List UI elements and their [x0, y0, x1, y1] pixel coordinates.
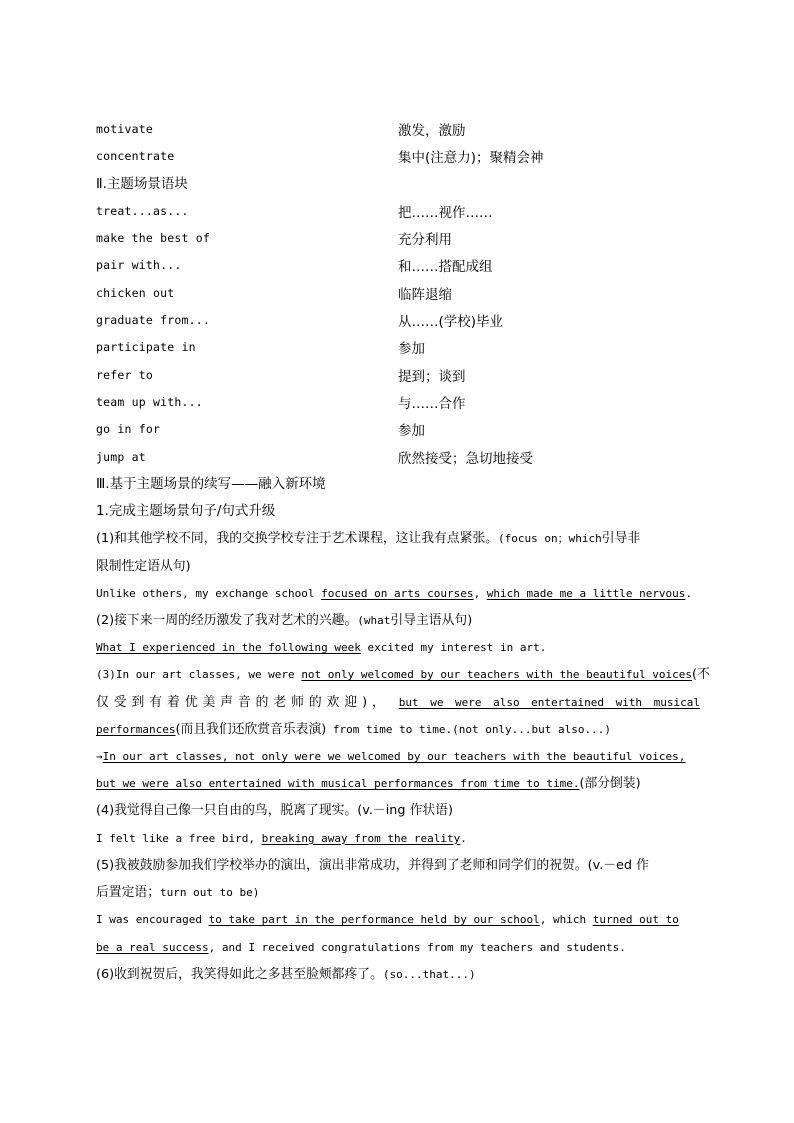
q1-answer-end: . [685, 586, 693, 600]
q2-prompt [96, 607, 700, 634]
vocab-english: motivate [96, 122, 153, 136]
q5-answer-blank-3: be a real success [96, 940, 209, 954]
phrase-row [96, 252, 700, 279]
phrase-chinese: 与……合作 [398, 395, 466, 412]
q2-hint-zh: 引导主语从句) [390, 613, 473, 629]
q1-answer-start: Unlike others, my exchange school [96, 586, 322, 600]
q1-answer-blank-1: focused on arts courses [321, 586, 474, 600]
phrase-row [96, 280, 700, 307]
q1-prompt [96, 525, 700, 552]
q2-answer [96, 634, 700, 661]
phrase-english: go in for [96, 422, 161, 437]
q5-hint-2: turn out to be) [159, 886, 260, 900]
document-page [96, 116, 710, 988]
phrase-row [96, 334, 700, 361]
phrase-english: participate in [96, 340, 196, 355]
section-2-title: Ⅱ.主题场景语块 [96, 175, 188, 192]
q1-answer-blank-2: which made me a little nervous [486, 586, 686, 600]
q4-prompt [96, 797, 700, 824]
phrase-chinese: 临阵退缩 [398, 286, 452, 303]
q2-answer-blank: What I experienced in the following week [96, 641, 361, 655]
q4-prompt-text: (4)我觉得自己像一只自由的鸟，脱离了现实。 [96, 803, 358, 819]
phrase-row [96, 307, 700, 334]
phrase-chinese: 参加 [398, 341, 425, 358]
q2-prompt-text: (2)接下来一周的经历激发了我对艺术的兴趣。 [96, 613, 358, 629]
q3-line-5 [96, 770, 700, 797]
vocab-english: concentrate [96, 149, 175, 164]
q1-hint: (focus on；which [498, 532, 602, 546]
phrase-row [96, 389, 700, 416]
q3-blank-2: but we were also entertained with musical [398, 695, 700, 709]
q3-blank-1: not only welcomed by our teachers with the beautiful voices [301, 668, 693, 682]
q5-hint: (v.－ed 作 [587, 857, 649, 873]
q3-line-3 [96, 716, 700, 743]
q2-hint: (what [357, 614, 391, 628]
phrase-english: jump at [96, 449, 146, 464]
q5-answer-blank-2: turned out to [592, 913, 679, 927]
phrase-english: treat...as... [96, 203, 189, 218]
q3-zh-5: (部分倒装) [579, 776, 641, 792]
q6-hint: (so...that...) [382, 967, 476, 981]
q3-zh-3: (而且我们还欣赏音乐表演) [175, 721, 327, 737]
q1-prompt-text: (1)和其他学校不同，我的交换学校专注于艺术课程，这让我有点紧张。 [96, 531, 499, 547]
vocab-row [96, 116, 700, 143]
q1-answer-mid: , [473, 586, 487, 600]
q3-hint: from time to time.(not only...but also...) [326, 722, 612, 736]
q5-prompt-cont [96, 879, 700, 906]
phrase-chinese: 把……视作…… [398, 204, 493, 221]
vocab-row [96, 143, 700, 170]
phrase-row [96, 416, 700, 443]
q3-rewrite-1: In our art classes, not only were we welcomed by our teachers with the beautiful voices, [102, 750, 686, 764]
phrase-chinese: 欣然接受；急切地接受 [398, 450, 533, 467]
phrase-english: team up with... [96, 394, 203, 409]
q4-hint: (v.－ing 作状语) [357, 803, 453, 819]
q6-prompt [96, 961, 700, 988]
q3-line-2 [96, 689, 700, 716]
phrase-chinese: 从……(学校)毕业 [398, 314, 504, 331]
q4-answer [96, 825, 700, 852]
q3-start: (3)In our art classes, we were [96, 668, 302, 682]
phrase-english: graduate from... [96, 313, 210, 328]
q5-answer-cont [96, 934, 700, 961]
q3-rewrite-2: but we were also entertained with musical performances from time to time. [96, 777, 580, 791]
phrase-chinese: 和……搭配成组 [398, 259, 493, 276]
q4-answer-blank: breaking away from the reality [261, 831, 461, 845]
subsection-title: 1.完成主题场景句子/句式升级 [96, 503, 276, 520]
section-3-title: Ⅲ.基于主题场景的续写——融入新环境 [96, 475, 326, 492]
q5-answer-end: , and I received congratulations from my teachers and students. [208, 940, 626, 954]
vocab-chinese: 激发，激励 [398, 123, 466, 139]
q1-hint-zh: 引导非 [601, 531, 641, 547]
q5-prompt [96, 852, 700, 879]
q3-line-4 [96, 743, 700, 770]
q6-prompt-text: (6)收到祝贺后，我笑得如此之多甚至脸颊都疼了。 [96, 966, 383, 982]
q5-prompt-text: (5)我被鼓励参加我们学校举办的演出，演出非常成功，并得到了老师和同学们的祝贺。 [96, 857, 588, 873]
q5-answer [96, 906, 700, 933]
q2-answer-end: excited my interest in art. [360, 641, 547, 655]
q3-zh-1: (不 [692, 667, 710, 683]
q3-line-1 [96, 661, 710, 688]
phrase-row [96, 362, 700, 389]
phrase-english: refer to [96, 367, 153, 382]
q5-answer-start: I was encouraged [96, 913, 209, 927]
phrase-row [96, 444, 700, 471]
phrase-row [96, 198, 700, 225]
phrase-english: chicken out [96, 285, 175, 300]
arrow-icon: → [96, 750, 103, 764]
q5-answer-blank-1: to take part in the performance held by our school [208, 913, 540, 927]
q5-answer-mid: , which [539, 913, 593, 927]
phrase-row [96, 225, 700, 252]
q5-prompt-cont-text: 后置定语； [96, 885, 160, 901]
q3-zh-2: 仅受到有着优美声音的老师的欢迎)， [96, 694, 390, 710]
phrase-english: pair with... [96, 258, 182, 273]
q4-answer-start: I felt like a free bird, [96, 831, 262, 845]
phrase-chinese: 参加 [398, 423, 425, 440]
vocab-chinese: 集中(注意力)；聚精会神 [398, 150, 544, 167]
phrase-english: make the best of [96, 231, 210, 246]
q3-blank-3: performances [96, 722, 176, 736]
q4-answer-end: . [460, 831, 467, 845]
q1-answer [96, 580, 700, 607]
phrase-chinese: 充分利用 [398, 232, 452, 249]
q1-prompt-cont: 限制性定语从句) [96, 558, 191, 574]
phrase-chinese: 提到；谈到 [398, 368, 466, 385]
